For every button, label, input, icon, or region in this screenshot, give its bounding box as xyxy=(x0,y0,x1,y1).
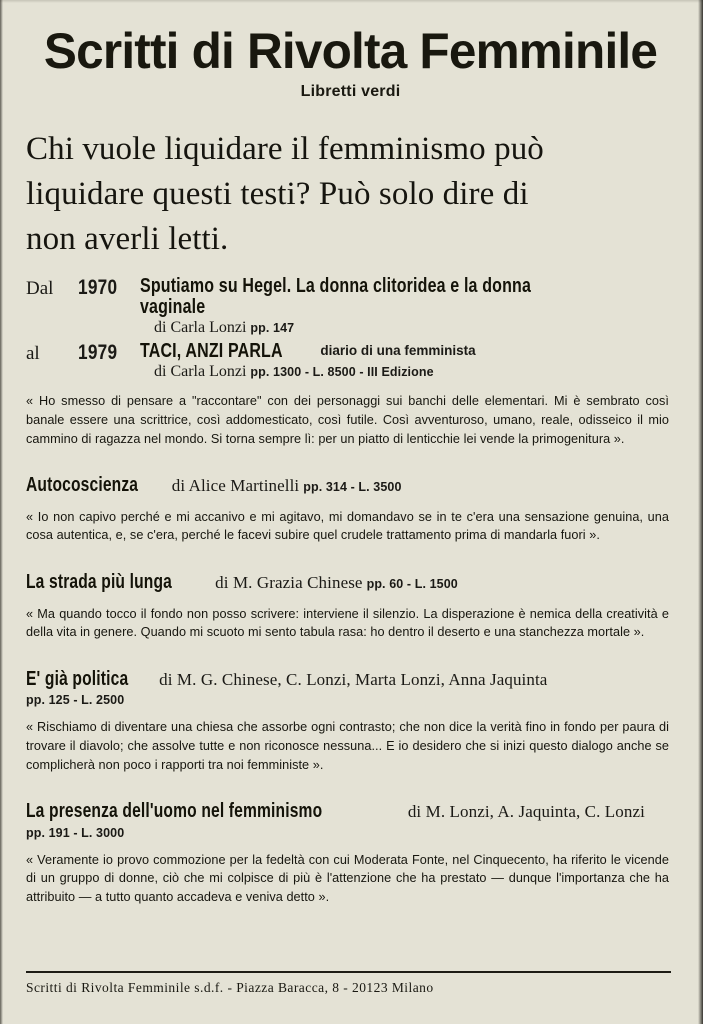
work-title: TACI, ANZI PARLA xyxy=(140,340,283,363)
decade-body xyxy=(140,341,675,381)
work-byline xyxy=(154,363,675,381)
work-byline xyxy=(154,319,675,337)
publisher-title: Scritti di Rivolta Femminile xyxy=(43,23,658,79)
footer-divider xyxy=(26,971,671,973)
work-subtitle: diario di una femminista xyxy=(320,343,476,359)
decade-word: al xyxy=(26,343,40,365)
footer-imprint: Scritti di Rivolta Femminile s.d.f. - Piazza Baracca, 8 - 20123 Milano xyxy=(26,980,434,995)
decade-body xyxy=(140,276,675,337)
book-title: La presenza dell'uomo nel femminismo xyxy=(26,800,323,823)
book-entry-head xyxy=(26,474,675,496)
book-authors: di M. G. Chinese, C. Lonzi, Marta Lonzi, Anna Jaquinta xyxy=(159,669,548,689)
decade-year: 1979 xyxy=(78,341,118,365)
publisher-subtitle: Libretti verdi xyxy=(300,83,401,100)
book-title: E' già politica xyxy=(26,667,129,690)
book-entry-head xyxy=(26,668,675,707)
lead-headline-line-3: non averli letti. xyxy=(26,220,229,257)
book-pages: pp. 60 - L. 1500 xyxy=(366,577,458,592)
book-authors: di M. Lonzi, A. Jaquinta, C. Lonzi xyxy=(407,802,645,822)
decade-year: 1970 xyxy=(78,275,118,299)
book-pages: pp. 125 - L. 2500 xyxy=(26,693,125,708)
footer xyxy=(26,971,671,996)
work-author: di Carla Lonzi xyxy=(154,318,247,336)
work-author: di Carla Lonzi xyxy=(154,363,247,381)
lead-headline xyxy=(26,127,675,262)
work-title: Sputiamo su Hegel. La donna clitoridea e la donna vaginale xyxy=(140,274,532,318)
masthead xyxy=(26,0,675,101)
book-quote: « Rischiamo di diventare una chiesa che assorbe ogni contrasto; che non dice la verità fino in fondo per paura di trovare il diavolo; che assolve tutte e non riconosce nessuna... E io desidero che si inizi questo dialogo anche se complicherà non poco i rapporti tra noi femministe ». xyxy=(26,720,669,772)
book-entry-head xyxy=(26,571,675,593)
book-entry xyxy=(26,474,675,545)
book-authors: di M. Grazia Chinese xyxy=(215,573,363,593)
decade-range-block xyxy=(26,276,675,382)
book-title: Autocoscienza xyxy=(26,474,139,497)
book-entry xyxy=(26,571,675,642)
book-quote: « Ma quando tocco il fondo non posso scrivere: interviene il silenzio. La disperazione è nemica della creatività e della vita in genere. Quando mi scuoto mi sento tabula rasa: ho dentro il deserto e una stanchezza mortale ». xyxy=(26,606,669,640)
book-entry xyxy=(26,668,675,774)
lead-headline-line-1: Chi vuole liquidare il femminismo può xyxy=(26,131,544,167)
book-title: La strada più lunga xyxy=(26,571,172,594)
decade-word: Dal xyxy=(26,277,54,299)
intro-quote: « Ho smesso di pensare a "raccontare" con dei personaggi sui banchi delle elementari. Mi è sembrato così banale essere una scrittrice, così addomesticato, così futile. Così avventuroso, umano, reale, odisseico il mio cammino di ragazza nel mondo. Si torna sempre lì: per un piatto di lenticchie lei vende la primogenitura ». xyxy=(26,394,669,446)
book-quote: « Io non capivo perché e mi accanivo e mi agitavo, mi domandavo se in te c'era una sensazione genuina, una cosa autentica, e, se c'era, perché le facevi subire quel crudele trattamento prima di mandarla fuori ». xyxy=(26,509,669,543)
work-pages: pp. 147 xyxy=(250,320,295,335)
work-pages: pp. 1300 - L. 8500 - III Edizione xyxy=(250,365,434,380)
book-pages: pp. 314 - L. 3500 xyxy=(303,480,402,495)
lead-headline-line-2: liquidare questi testi? Può solo dire di xyxy=(26,175,529,212)
decade-row xyxy=(26,276,675,337)
book-quote: « Veramente io provo commozione per la fedeltà con cui Moderata Fonte, nel Cinquecento, ha riferito le vicende di un gruppo di donne, ciò che mi colpisce di più è l'attenzione che ha prestato — dunque l'importanza che ha attribuito — a tutto quanto accadeva e veniva detto ». xyxy=(26,852,669,905)
book-authors: di Alice Martinelli xyxy=(171,476,300,496)
decade-row xyxy=(26,341,675,381)
book-entry-head xyxy=(26,800,675,839)
book-entry xyxy=(26,800,675,906)
book-pages: pp. 191 - L. 3000 xyxy=(26,825,125,840)
